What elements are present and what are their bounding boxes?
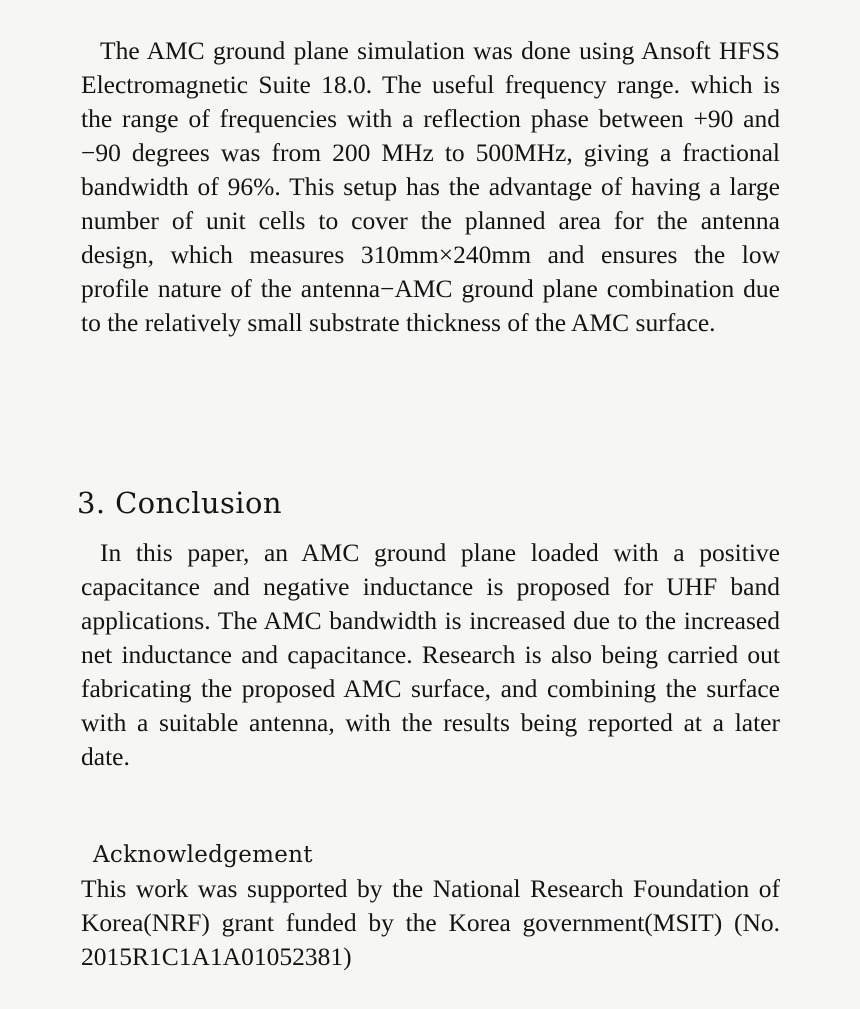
acknowledgement-heading: Acknowledgement [93, 842, 313, 868]
paragraph-simulation-block [81, 34, 780, 340]
paragraph-simulation-text: The AMC ground plane simulation was done using Ansoft HFSS Electromagnetic Suite 18.0. The useful frequency range. which is the range of frequencies with a reflection phase between +90 and −90 degrees was from 200 MHz to 500MHz, giving a fractional bandwidth of 96%. This setup has the advantage of having a large number of unit cells to cover the planned area for the antenna design, which measures 310mm×240mm and ensures the low profile nature of the antenna−AMC ground plane combination due to the relatively small substrate thickness of the AMC surface. [81, 36, 780, 337]
paragraph-conclusion [81, 536, 780, 774]
paragraph-conclusion-block [81, 536, 780, 774]
paragraph-conclusion-text: In this paper, an AMC ground plane loaded with a positive capacitance and negative inductance is proposed for UHF band applications. The AMC bandwidth is increased due to the increased net inductance and capacitance. Research is also being carried out fabricating the proposed AMC surface, and combining the surface with a suitable antenna, with the results being reported at a later date. [81, 538, 780, 771]
section-heading-block [77, 486, 780, 520]
acknowledgement-heading-block [81, 839, 780, 871]
page-title: 3. Conclusion [77, 486, 282, 520]
acknowledgement-body: This work was supported by the National Research Foundation of Korea(NRF) grant funded by the Korea government(MSIT) (No. 2015R1C1A1A01052381) [81, 874, 780, 971]
paragraph-simulation [81, 34, 780, 340]
acknowledgement-body-block [81, 872, 780, 974]
